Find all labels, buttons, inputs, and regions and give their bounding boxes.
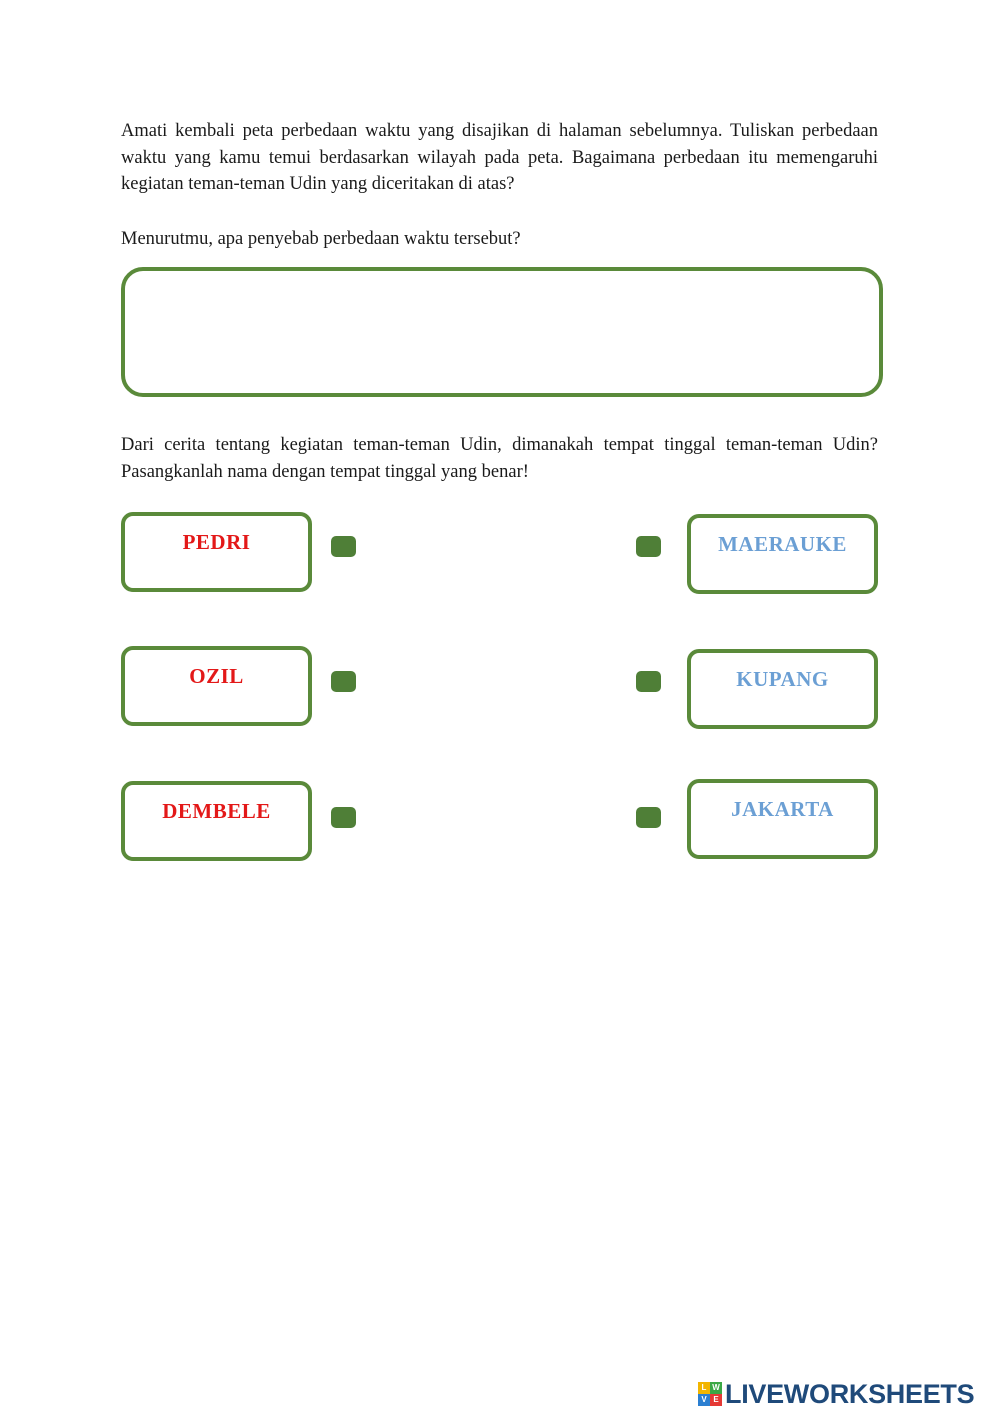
name-label: PEDRI bbox=[182, 530, 251, 554]
match-dot-place-2[interactable] bbox=[636, 671, 661, 692]
answer-textbox[interactable] bbox=[121, 267, 883, 397]
name-label: DEMBELE bbox=[162, 799, 271, 823]
matching-instruction: Dari cerita tentang kegiatan teman-teman Udin, dimanakah tempat tinggal teman-teman Udin? Pasangkanlah nama dengan tempat tinggal yang benar! bbox=[121, 435, 878, 482]
name-card-ozil bbox=[121, 646, 312, 726]
match-dot-name-3[interactable] bbox=[331, 807, 356, 828]
place-card-jakarta bbox=[687, 779, 878, 859]
match-dot-place-3[interactable] bbox=[636, 807, 661, 828]
match-dot-name-2[interactable] bbox=[331, 671, 356, 692]
question-text: Menurutmu, apa penyebab perbedaan waktu tersebut? bbox=[121, 229, 521, 249]
place-card-kupang bbox=[687, 649, 878, 729]
instruction-paragraph: Amati kembali peta perbedaan waktu yang disajikan di halaman sebelumnya. Tuliskan perbedaan waktu yang kamu temui berdasarkan wilayah pada peta. Bagaimana perbedaan itu memengaruhi kegiatan teman-teman Udin yang diceritakan di atas? bbox=[121, 121, 878, 194]
name-card-pedri bbox=[121, 512, 312, 592]
place-label: JAKARTA bbox=[731, 797, 834, 821]
liveworksheets-brand bbox=[698, 1376, 974, 1412]
place-card-maerauke bbox=[687, 514, 878, 594]
name-label: OZIL bbox=[189, 664, 244, 688]
liveworksheets-logo-icon: L W V E bbox=[698, 1382, 722, 1406]
match-dot-name-1[interactable] bbox=[331, 536, 356, 557]
place-label: MAERAUKE bbox=[718, 532, 847, 556]
place-label: KUPANG bbox=[736, 667, 829, 691]
name-card-dembele bbox=[121, 781, 312, 861]
brand-name: LIVEWORKSHEETS bbox=[725, 1378, 975, 1409]
match-dot-place-1[interactable] bbox=[636, 536, 661, 557]
